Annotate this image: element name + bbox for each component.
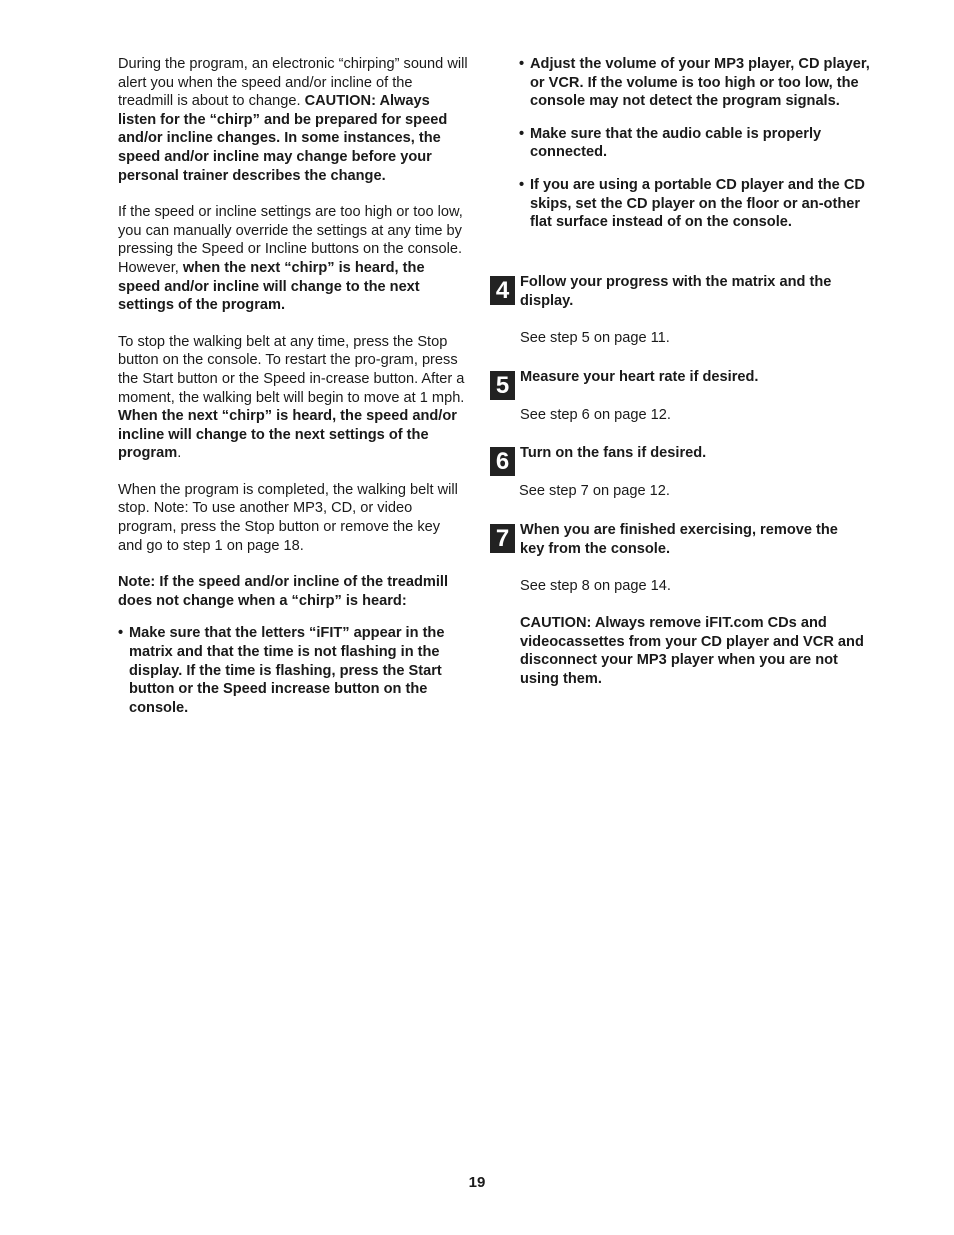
override-paragraph	[118, 203, 468, 315]
completed-paragraph: When the program is completed, the walking belt will stop. Note: To use another MP3, CD, or video program, press the Stop button or remove the key and go to step 1 on page 18.	[118, 481, 458, 554]
override-bold: when the next “chirp” is heard, the speed and/or incline will change to the next settings of the program.	[118, 259, 425, 314]
step-number-5: 5	[490, 371, 515, 400]
step-number-4: 4	[490, 276, 515, 305]
note-paragraph: Note: If the speed and/or incline of the treadmill does not change when a “chirp” is heard:	[118, 574, 449, 609]
stop-bold: When the next “chirp” is heard, the speed and/or incline will change to the next settings of the program	[118, 408, 457, 462]
left-column	[118, 55, 468, 731]
cd-player-bullet: • If you are using a portable CD player and the CD skips, set the CD player on the floor or an-other flat surface instead of on the console.	[519, 176, 879, 232]
step-7	[490, 521, 890, 596]
chirp-paragraph	[118, 55, 468, 185]
step-4-reference: See step 5 on page 11.	[520, 330, 670, 347]
step-5-reference: See step 6 on page 12.	[520, 406, 671, 423]
ifit-bullet: • Make sure that the letters “iFIT” appear in the matrix and that the time is not flashing in the display. If the time is flashing, press the Start button or the Speed increase button on the console.	[118, 624, 468, 717]
step-6-title: Turn on the fans if desired.	[520, 445, 707, 461]
step-number-7: 7	[490, 524, 515, 553]
step-number-6: 6	[490, 447, 515, 476]
stop-paragraph	[118, 333, 468, 463]
page-number: 19	[468, 1174, 486, 1191]
step-7-title: When you are finished exercising, remove the key from the console.	[520, 522, 838, 557]
override-text: If the speed or incline settings are too high or too low, you can manually override the settings at any time by pressing the Speed or Incline buttons on the console. However,	[118, 204, 463, 276]
step-4	[490, 273, 890, 348]
right-bullets	[519, 55, 879, 246]
chirp-caution: CAUTION: Always listen for the “chirp” and be prepared for speed and/or incline changes. In some instances, the speed and/or incline may change before your personal trainer describes the change.	[118, 93, 448, 184]
volume-bullet: • Adjust the volume of your MP3 player, CD player, or VCR. If the volume is too high or too low, the console may not detect the program signals.	[519, 55, 879, 111]
chirp-text: During the program, an electronic “chirping” sound will alert you when the speed and/or incline of the treadmill is about to change.	[118, 56, 468, 110]
audio-cable-bullet: • Make sure that the audio cable is properly connected.	[519, 125, 879, 162]
step-6	[490, 444, 890, 500]
caution-paragraph: CAUTION: Always remove iFIT.com CDs and videocassettes from your CD player and VCR and disconnect your MP3 player when you are not using them.	[520, 615, 864, 687]
step-4-title: Follow your progress with the matrix and the display.	[520, 274, 832, 309]
step-5-title: Measure your heart rate if desired.	[520, 369, 759, 385]
step-5	[490, 368, 890, 424]
step-6-reference: See step 7 on page 12.	[519, 482, 670, 499]
step-7-reference: See step 8 on page 14.	[520, 578, 671, 595]
stop-end: .	[177, 445, 182, 462]
stop-text: To stop the walking belt at any time, press the Stop button on the console. To restart the pro-gram, press the Start button or the Speed in-crease button. After a moment, the walking belt will begin to move at 1 mph.	[118, 333, 465, 406]
